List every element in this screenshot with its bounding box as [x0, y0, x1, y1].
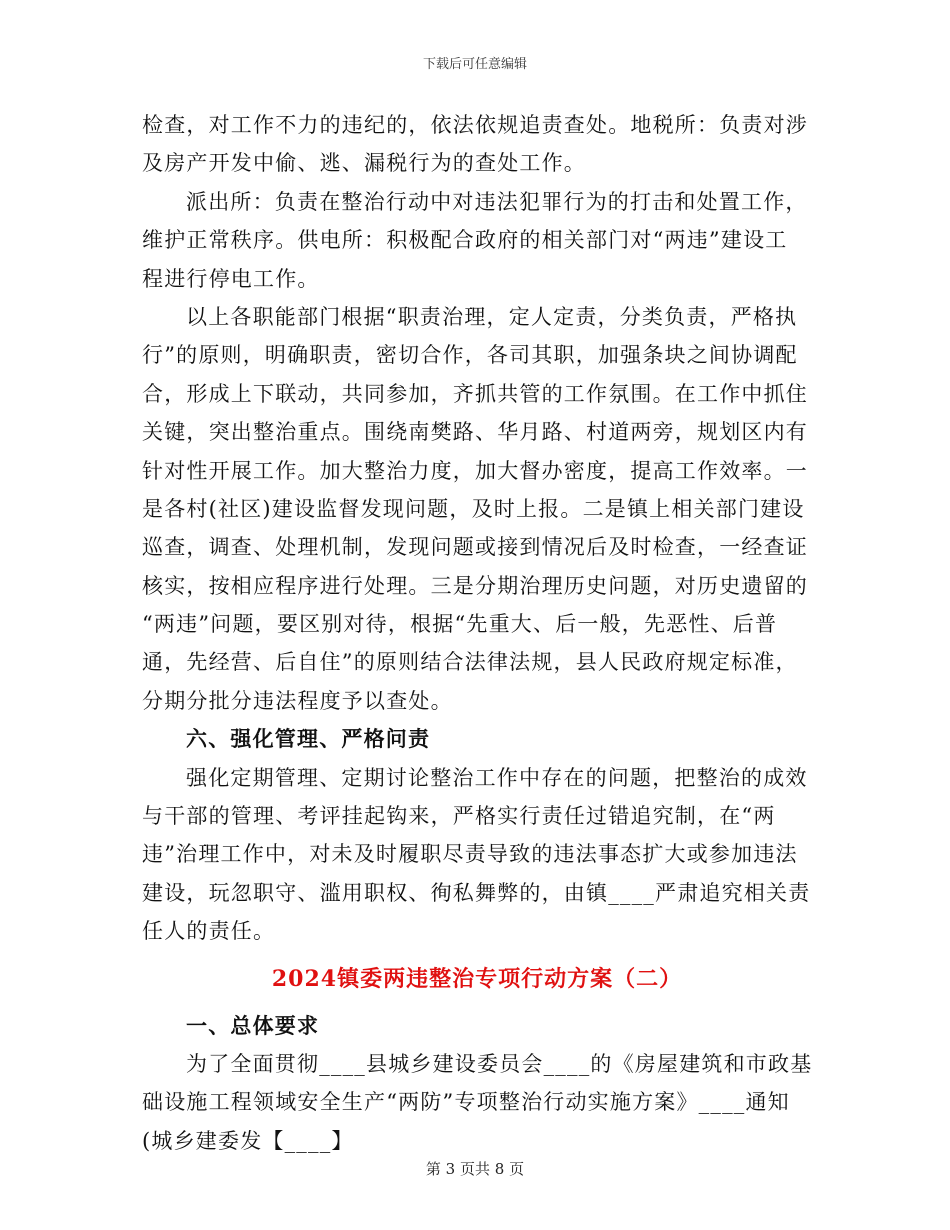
body-line: 检查，对工作不力的违纪的，依法依规追责查处。地税所：负责对涉 [142, 113, 808, 137]
body-line: 建设，玩忽职守、滥用职权、徇私舞弊的，由镇____严肃追究相关责 [142, 880, 811, 905]
body-line: 违”治理工作中，对未及时履职尽责导致的违法事态扩大或参加违法 [142, 842, 798, 867]
body-line: 强化定期管理、定期讨论整治工作中存在的问题，把整治的成效 [186, 765, 808, 790]
body-line: 任人的责任。 [142, 919, 276, 944]
body-line: 及房产开发中偷、逃、漏税行为的查处工作。 [142, 151, 586, 176]
section-heading: 六、强化管理、严格问责 [186, 726, 431, 752]
body-line: (城乡建委发【____】 [142, 1128, 354, 1153]
body-line: 关键，突出整治重点。围绕南樊路、华月路、村道两旁，规划区内有 [142, 420, 808, 445]
section-heading: 一、总体要求 [186, 1012, 320, 1038]
body-line: 核实，按相应程序进行处理。三是分期治理历史问题，对历史遗留的 [142, 573, 808, 598]
body-line: 巡查，调查、处理机制，发现问题或接到情况后及时检查，一经查证 [142, 535, 808, 560]
body-line: “两违”问题，要区别对待，根据“先重大、后一般，先恶性、后普 [142, 612, 778, 637]
document-body [142, 106, 812, 1160]
body-line: 针对性开展工作。加大整治力度，加大督办密度，提高工作效率。一 [142, 458, 808, 483]
page-header: 下载后可任意编辑 [422, 57, 527, 72]
page-footer: 第 3 页共 8 页 [425, 1160, 525, 1178]
body-line: 分期分批分违法程度予以查处。 [142, 688, 453, 713]
body-line: 础设施工程领域安全生产“两防”专项整治行动实施方案》____通知 [142, 1090, 790, 1115]
body-line: 通，先经营、后自住”的原则结合法律法规，县人民政府规定标准， [142, 650, 798, 675]
body-line: 为了全面贯彻____县城乡建设委员会____的《房屋建筑和市政基 [186, 1051, 813, 1076]
body-line: 与干部的管理、考评挂起钩来，严格实行责任过错追究制，在“两 [142, 804, 776, 829]
body-line: 程进行停电工作。 [142, 266, 320, 291]
body-line: 派出所：负责在整治行动中对违法犯罪行为的打击和处置工作， [186, 189, 808, 214]
body-line: 是各村(社区)建设监督发现问题，及时上报。二是镇上相关部门建设 [142, 496, 805, 521]
document-title: 2024镇委两违整治专项行动方案（二） [271, 965, 683, 992]
body-line: 维护正常秩序。供电所：积极配合政府的相关部门对“两违”建设工 [142, 228, 788, 253]
body-line: 行”的原则，明确职责，密切合作，各司其职，加强条块之间协调配 [142, 343, 798, 368]
body-line: 以上各职能部门根据“职责治理，定人定责，分类负责，严格执 [186, 304, 798, 329]
body-line: 合，形成上下联动，共同参加，齐抓共管的工作氛围。在工作中抓住 [142, 381, 808, 406]
